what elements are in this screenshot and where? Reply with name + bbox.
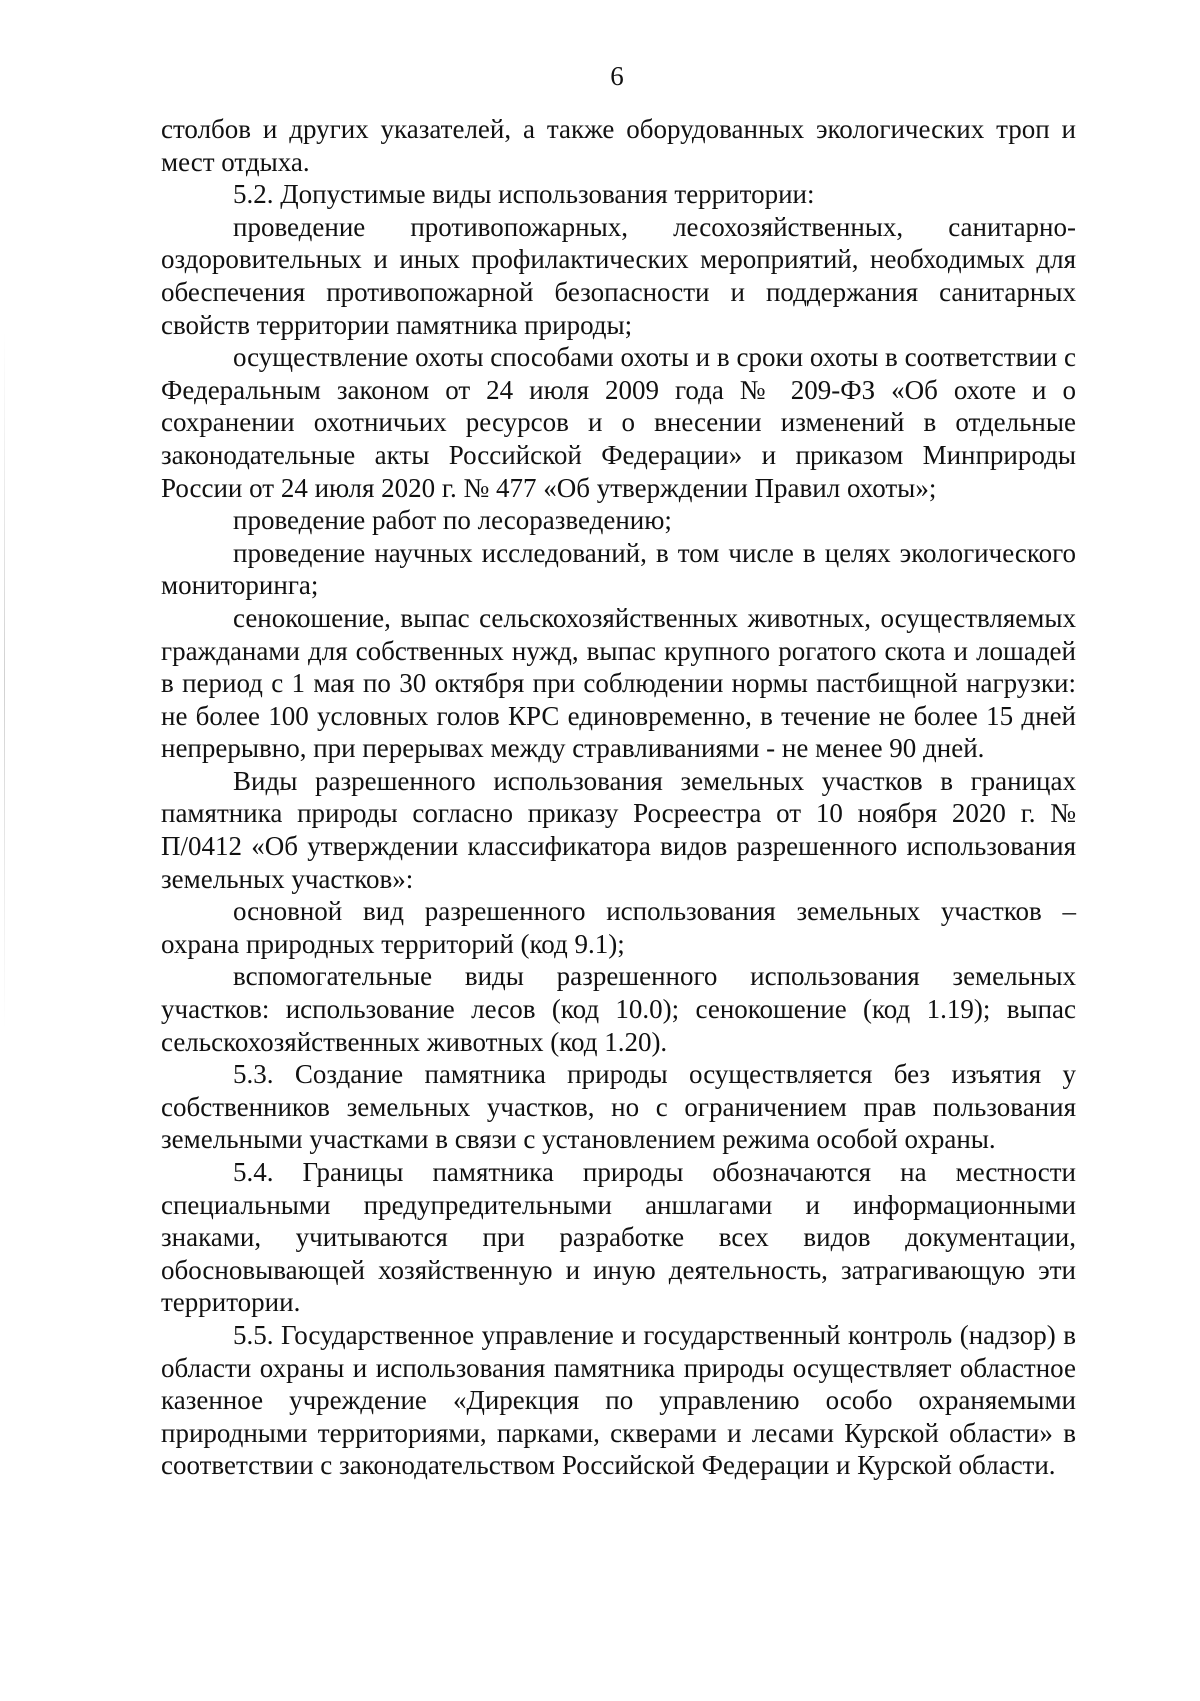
paragraph-continuation: столбов и других указателей, а также оборудованных экологических троп и мест отдыха. (161, 114, 1076, 177)
page-number: 6 (610, 61, 624, 91)
paragraph-hunting: осуществление охоты способами охоты и в сроки охоты в соответствии с Федеральным законом от 24 июля 2009 года № 209-ФЗ «Об охоте и о сохранении охотничьих ресурсов и о внесении изменений в отдельные законодательные акты Российской Федерации» и приказом Минприроды России от 24 июля 2020 г. № 477 «Об утверждении Правил охоты»; (161, 342, 1076, 503)
paragraph-research: проведение научных исследований, в том числе в целях экологического мониторинга; (161, 537, 1076, 601)
scan-edge-shadow (4, 330, 5, 1030)
paragraph-5-3: 5.3. Создание памятника природы осуществляется без изъятия у собственников земельных участков, но с ограничением прав пользования земельными участками в связи с установлением режима особой охраны. (161, 1059, 1076, 1155)
paragraph-main-land-use: основной вид разрешенного использования земельных участков – охрана природных территорий (код 9.1); (161, 896, 1076, 959)
paragraph-fire-prevention: проведение противопожарных, лесохозяйственных, санитарно-оздоровительных и иных профилактических мероприятий, необходимых для обеспечения противопожарной безопасности и поддержания санитарных свойств территории памятника природы; (161, 211, 1076, 340)
paragraph-afforestation: проведение работ по лесоразведению; (233, 505, 672, 536)
paragraph-5-5: 5.5. Государственное управление и государственный контроль (надзор) в области охраны и использования памятника природы осуществляет областное казенное учреждение «Дирекция по управлению особо охраняемыми природными территориями, парками, скверами и лесами Курской области» в соответствии с законодательством Российской Федерации и Курской области. (161, 1319, 1076, 1481)
document-body (161, 113, 1076, 1482)
paragraph-land-use-types: Виды разрешенного использования земельных участков в границах памятника природы согласно приказу Росреестра от 10 ноября 2020 г. № П/0412 «Об утверждении классификатора видов разрешенного использования земельных участков»: (161, 765, 1076, 894)
paragraph-5-4: 5.4. Границы памятника природы обозначаются на местности специальными предупредительными аншлагами и информационными знаками, учитываются при разработке всех видов документации, обосновывающей хозяйственную и иную деятельность, затрагивающую эти территории. (161, 1157, 1076, 1318)
paragraph-auxiliary-land-use: вспомогательные виды разрешенного использования земельных участков: использование лесов (код 10.0); сенокошение (код 1.19); выпас сельскохозяйственных животных (код 1.20). (161, 961, 1076, 1057)
paragraph-5-2-heading: 5.2. Допустимые виды использования территории: (233, 179, 815, 210)
paragraph-haymaking-grazing: сенокошение, выпас сельскохозяйственных животных, осуществляемых гражданами для собственных нужд, выпас крупного рогатого скота и лошадей в период с 1 мая по 30 октября при соблюдении нормы пастбищной нагрузки: не более 100 условных голов КРС единовременно, в течение не более 15 дней непрерывно, при перерывах между стравливаниями - не менее 90 дней. (161, 602, 1076, 764)
